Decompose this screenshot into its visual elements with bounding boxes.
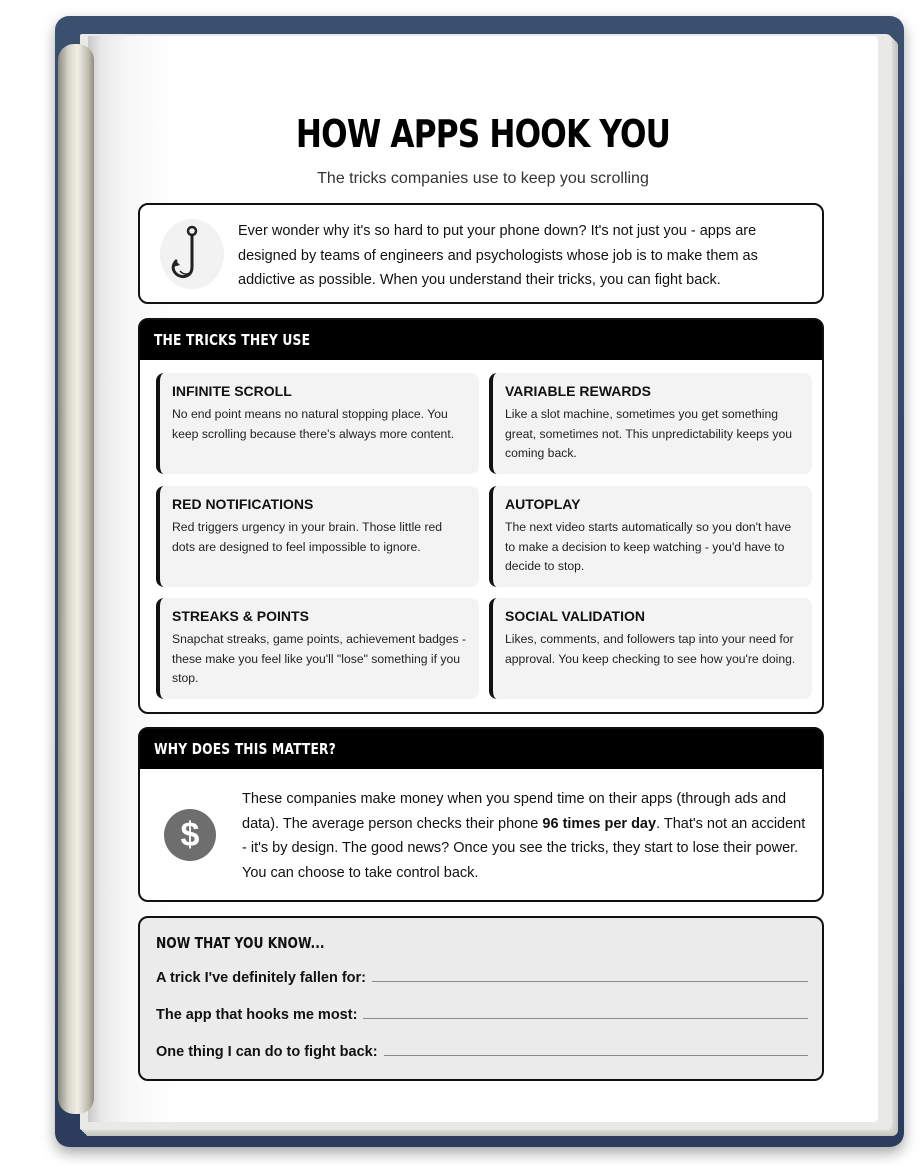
prompt-row — [156, 1007, 808, 1023]
book-spine — [58, 44, 94, 1114]
checks-per-day: 96 times per day — [542, 815, 657, 832]
answer-line[interactable] — [363, 1018, 808, 1019]
trick-text: No end point means no natural stopping place. You keep scrolling because there's always more content. — [172, 407, 455, 441]
page-subtitle: The tricks companies use to keep you scrolling — [317, 170, 649, 187]
trick-card-streaks-points — [156, 598, 479, 699]
prompt-label: One thing I can do to fight back: — [156, 1044, 378, 1060]
intro-box — [138, 203, 824, 304]
trick-title: AUTOPLAY — [505, 496, 581, 512]
intro-text: Ever wonder why it's so hard to put your phone down? It's not just you - apps are designed by teams of engineers and psychologists whose job is to make them as addictive as possible. When you understand their tricks, you can fight back. — [238, 223, 758, 288]
now-that-you-know-section — [138, 916, 824, 1081]
why-matter-text: These companies make money when you spend time on their apps (through ads and data). The average person checks their phone 96 times per day. That's not an accident - it's by design. The good news? Once you see the tricks, they start to lose their power. You can choose to take control back. — [242, 791, 806, 881]
prompt-row — [156, 970, 808, 986]
prompt-label: A trick I've definitely fallen for: — [156, 970, 366, 986]
trick-text: Red triggers urgency in your brain. Those little red dots are designed to feel impossible to ignore. — [172, 520, 443, 554]
page-title: HOW APPS HOOK YOU — [295, 112, 671, 156]
trick-text: Like a slot machine, sometimes you get something great, sometimes not. This unpredictability keeps you coming back. — [505, 407, 793, 461]
dollar-icon: $ — [164, 809, 216, 861]
trick-card-social-validation — [489, 598, 812, 699]
trick-text: The next video starts automatically so you don't have to make a decision to keep watching - you'd have to decide to stop. — [505, 520, 792, 574]
tricks-section — [138, 318, 824, 714]
prompt-label: The app that hooks me most: — [156, 1007, 358, 1023]
trick-card-autoplay — [489, 486, 812, 587]
why-matter-heading: WHY DOES THIS MATTER? — [140, 729, 822, 769]
trick-card-variable-rewards — [489, 373, 812, 474]
trick-card-red-notifications — [156, 486, 479, 587]
trick-title: INFINITE SCROLL — [172, 383, 292, 399]
why-matter-section — [138, 727, 824, 902]
fish-hook-icon — [160, 219, 224, 289]
trick-title: STREAKS & POINTS — [172, 608, 309, 624]
prompt-row — [156, 1044, 808, 1060]
answer-line[interactable] — [384, 1055, 808, 1056]
trick-text: Likes, comments, and followers tap into your need for approval. You keep checking to see how you're doing. — [505, 632, 796, 666]
tricks-heading: THE TRICKS THEY USE — [140, 320, 822, 360]
know-heading: NOW THAT YOU KNOW... — [156, 934, 325, 952]
answer-line[interactable] — [372, 981, 808, 982]
trick-text: Snapchat streaks, game points, achievement badges - these make you feel like you'll "lose" something if you stop. — [172, 632, 467, 686]
trick-title: SOCIAL VALIDATION — [505, 608, 645, 624]
trick-card-infinite-scroll — [156, 373, 479, 474]
trick-title: VARIABLE REWARDS — [505, 383, 651, 399]
trick-title: RED NOTIFICATIONS — [172, 496, 314, 512]
